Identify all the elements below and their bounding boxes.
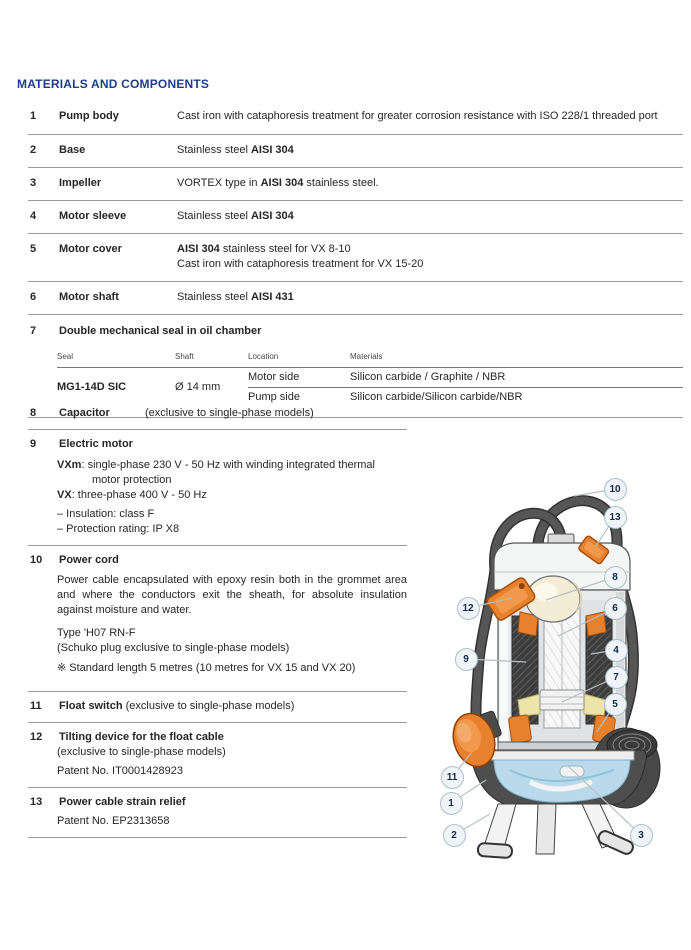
text-segment: VORTEX type in — [177, 177, 261, 189]
exclusivity-note: (exclusive to single-phase models) — [57, 746, 226, 758]
component-label: Base — [59, 144, 86, 156]
component-label: Impeller — [59, 177, 102, 189]
callout-badge-7: 7 — [605, 666, 628, 689]
component-row — [28, 135, 683, 168]
component-number: 8 — [30, 407, 37, 419]
row-header — [28, 437, 407, 452]
seal-table-column-header: Materials — [350, 349, 683, 368]
text-segment: : three-phase 400 V - 50 Hz — [71, 489, 207, 501]
component-number: 6 — [30, 291, 37, 303]
callout-badge-11: 11 — [441, 766, 464, 789]
text-segment: (exclusive to single-phase models) — [122, 700, 295, 712]
schuko-line: (Schuko plug exclusive to single-phase models) — [57, 642, 290, 654]
callout-badge-10: 10 — [604, 478, 627, 501]
seal-location-cell: Motor side — [248, 368, 350, 388]
component-label: Motor sleeve — [59, 210, 127, 222]
text-segment: AISI 304 — [250, 144, 294, 156]
description-line — [177, 176, 683, 191]
component-label: Power cable strain relief — [59, 796, 186, 808]
component-number: 7 — [30, 325, 37, 337]
component-description — [177, 290, 683, 305]
callout-badge-8: 8 — [604, 566, 627, 589]
component-number: 11 — [30, 700, 42, 712]
component-number: 9 — [30, 438, 37, 450]
text-segment: stainless steel for VX 8-10 — [219, 243, 351, 255]
row-header — [28, 553, 407, 568]
description-line — [177, 242, 683, 257]
text-segment: stainless steel. — [303, 177, 379, 189]
text-segment: Float switch — [59, 700, 123, 712]
description-line — [177, 109, 683, 124]
component-number: 13 — [30, 796, 43, 808]
strain-relief-details — [57, 814, 407, 829]
seal-section-header — [28, 324, 683, 339]
cable-type-line: Type 'H07 RN-F — [57, 627, 136, 639]
text-segment: AISI 304 — [260, 177, 304, 189]
page-title: MATERIALS AND COMPONENTS — [17, 77, 210, 91]
component-label: Motor shaft — [59, 291, 119, 303]
callout-badge-5: 5 — [604, 693, 627, 716]
description-line — [177, 257, 683, 272]
callout-badge-6: 6 — [604, 597, 627, 620]
text-segment: Cast iron with cataphoresis treatment for VX 15-20 — [177, 258, 424, 270]
cable-type-lines — [57, 626, 407, 656]
component-number: 4 — [30, 210, 37, 222]
strain-relief-row — [28, 788, 407, 838]
text-segment: Stainless steel — [177, 291, 251, 303]
component-label: Double mechanical seal in oil chamber — [59, 325, 262, 337]
components-list-narrow — [28, 399, 407, 838]
motor-notes — [57, 507, 407, 537]
text-segment: AISI 304 — [177, 243, 220, 255]
power-cord-row — [28, 546, 407, 692]
component-note: (exclusive to single-phase models) — [145, 407, 314, 419]
description-line — [177, 143, 683, 158]
text-segment: AISI 431 — [250, 291, 294, 303]
motor-note-line: – Insulation: class F — [57, 508, 155, 520]
callout-badge-4: 4 — [605, 639, 628, 662]
pump-body-volute-part — [466, 750, 646, 804]
component-row — [28, 282, 683, 315]
component-number: 2 — [30, 144, 37, 156]
component-description — [177, 176, 683, 191]
component-label: Motor cover — [59, 243, 122, 255]
patent-number: Patent No. IT0001428923 — [57, 765, 183, 777]
power-cord-details — [57, 573, 407, 676]
callout-badge-13: 13 — [604, 506, 627, 529]
component-label: Electric motor — [59, 438, 133, 450]
component-row — [28, 234, 683, 282]
electric-motor-row — [28, 430, 407, 546]
seal-name-cell: MG1-14D SIC — [57, 381, 127, 393]
patent-number: Patent No. EP2313658 — [57, 815, 170, 827]
component-label: Capacitor — [59, 407, 110, 419]
text-segment: AISI 304 — [250, 210, 294, 222]
description-line — [177, 209, 683, 224]
component-row — [28, 168, 683, 201]
component-description — [177, 143, 683, 158]
text-segment: Stainless steel — [177, 144, 251, 156]
seal-materials-cell: Silicon carbide/Silicon carbide/NBR — [350, 391, 523, 403]
cable-length-line: ※ Standard length 5 metres (10 metres for VX 15 and VX 20) — [57, 662, 356, 674]
support-legs-part — [478, 804, 635, 858]
tilting-device-row — [28, 723, 407, 788]
seal-table-column-header: Seal — [57, 349, 175, 368]
shaft-size-cell: Ø 14 mm — [175, 381, 221, 393]
seal-location-cell: Pump side — [248, 391, 300, 403]
component-row — [28, 201, 683, 234]
callout-badge-2: 2 — [443, 824, 466, 847]
row-header — [28, 795, 407, 810]
callout-badge-3: 3 — [630, 824, 653, 847]
component-row — [28, 100, 683, 135]
component-description — [177, 242, 683, 272]
callout-badge-9: 9 — [455, 648, 478, 671]
callout-badge-1: 1 — [440, 792, 463, 815]
component-number: 12 — [30, 731, 43, 743]
vx-line — [57, 488, 407, 503]
component-number: 3 — [30, 177, 37, 189]
capacitor-row — [28, 399, 407, 430]
vxm-line — [57, 458, 407, 473]
component-number: 1 — [30, 110, 37, 122]
callout-badge-12: 12 — [457, 597, 480, 620]
seal-materials-cell: Silicon carbide / Graphite / NBR — [350, 368, 683, 388]
description-line — [177, 290, 683, 305]
float-switch-row — [28, 692, 407, 723]
text-segment: Stainless steel — [177, 210, 251, 222]
tilting-device-details — [57, 745, 407, 779]
component-label — [59, 699, 294, 714]
component-description — [177, 209, 683, 224]
component-label: Power cord — [59, 554, 119, 566]
motor-note-line: – Protection rating: IP X8 — [57, 523, 180, 535]
components-list-full — [28, 100, 683, 418]
pump-cutaway-figure — [434, 450, 691, 870]
text-segment: Cast iron with cataphoresis treatment for greater corrosion resistance with ISO 228/1 threaded port — [177, 110, 658, 122]
power-cord-paragraph: Power cable encapsulated with epoxy resin both in the grommet area and where the conductors exit the sheath, for absolute insulation against moisture and water. — [57, 574, 407, 616]
electric-motor-details — [57, 458, 407, 537]
vxm-line-2: motor protection — [92, 474, 172, 486]
text-segment: VXm — [57, 459, 82, 471]
row-header — [28, 730, 407, 745]
component-description — [177, 109, 683, 124]
text-segment: VX — [57, 489, 72, 501]
component-number: 10 — [30, 554, 43, 566]
seal-table-column-header: Location — [248, 349, 350, 368]
component-label: Tilting device for the float cable — [59, 731, 224, 743]
seal-table-column-header: Shaft — [175, 349, 248, 368]
component-number: 5 — [30, 243, 37, 255]
component-label: Pump body — [59, 110, 119, 122]
text-segment: : single-phase 230 V - 50 Hz with winding integrated thermal — [81, 459, 375, 471]
